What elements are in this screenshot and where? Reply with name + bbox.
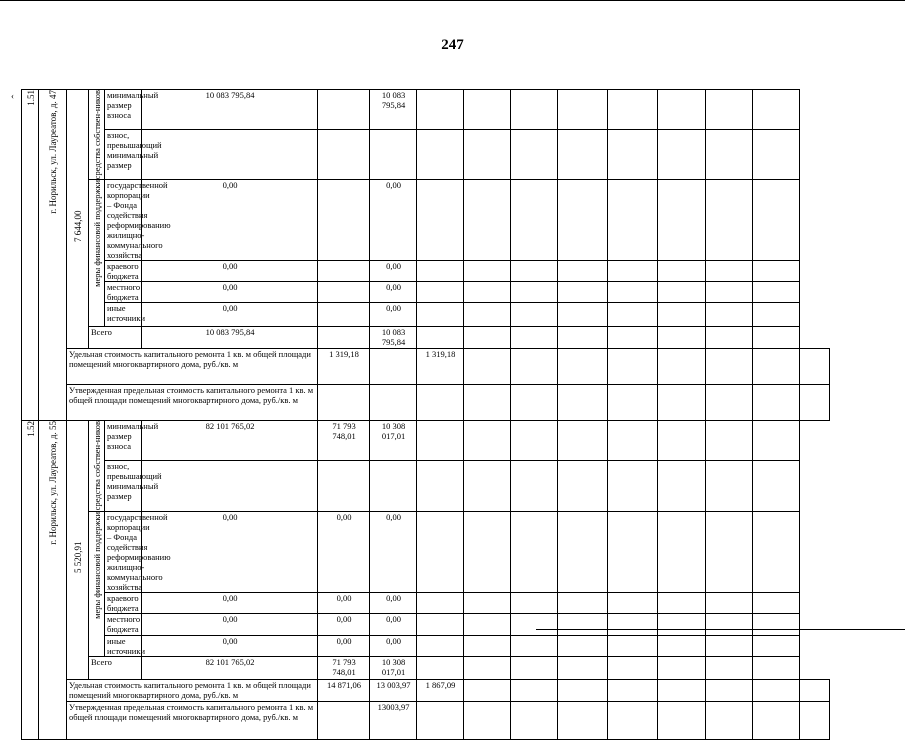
empty-cell	[608, 511, 658, 592]
empty-cell	[706, 129, 753, 180]
empty-cell	[658, 460, 706, 511]
empty-cell	[608, 592, 658, 613]
own-funds-label: средства собствен-ников	[91, 421, 102, 511]
empty-cell	[558, 460, 608, 511]
empty-cell	[658, 592, 706, 613]
empty-cell	[753, 303, 800, 327]
empty-cell	[658, 90, 706, 130]
support-label: меры финансовой поддержки	[91, 511, 102, 619]
empty-cell	[417, 592, 464, 613]
value-cell: 13 003,97	[370, 679, 417, 701]
area-cell	[67, 90, 89, 349]
empty-cell	[417, 261, 464, 282]
value-cell: 0,00	[142, 180, 318, 261]
empty-cell	[464, 613, 511, 635]
table-row	[22, 511, 830, 592]
empty-cell	[464, 511, 511, 592]
empty-cell	[558, 180, 608, 261]
row-label: государственной корпорации – Фонда содействия реформированию жилищно-коммунального хозяйства	[105, 511, 142, 592]
value-cell: 0,00	[370, 282, 417, 303]
empty-cell	[753, 180, 800, 261]
value-cell: 0,00	[318, 613, 370, 635]
value-cell: 13003,97	[370, 701, 417, 739]
empty-cell	[464, 592, 511, 613]
row-label: местного бюджета	[105, 613, 142, 635]
empty-cell	[511, 90, 558, 130]
empty-cell	[706, 385, 753, 421]
empty-cell	[511, 701, 558, 739]
empty-cell	[417, 129, 464, 180]
empty-cell	[706, 180, 753, 261]
empty-cell	[464, 421, 511, 461]
empty-cell	[464, 327, 511, 349]
empty-cell	[558, 656, 608, 679]
empty-cell	[511, 261, 558, 282]
empty-cell	[558, 261, 608, 282]
table-row	[22, 261, 830, 282]
support-group	[89, 511, 105, 656]
row-label: государственной корпорации – Фонда содействия реформированию жилищно-коммунального хозяйства	[105, 180, 142, 261]
record-number: 1.51	[25, 90, 36, 106]
support-group	[89, 180, 105, 327]
row-label: взнос, превышающий минимальный размер	[105, 129, 142, 180]
empty-cell	[706, 327, 753, 349]
empty-cell	[800, 679, 830, 701]
empty-cell	[658, 421, 706, 461]
empty-cell	[658, 385, 706, 421]
empty-cell	[753, 385, 800, 421]
empty-cell	[417, 303, 464, 327]
empty-cell	[511, 460, 558, 511]
empty-cell	[706, 282, 753, 303]
empty-cell	[706, 613, 753, 635]
empty-cell	[417, 180, 464, 261]
value-cell: 71 793 748,01	[318, 421, 370, 461]
empty-cell	[753, 701, 800, 739]
value-cell: 0,00	[142, 282, 318, 303]
empty-cell	[417, 635, 464, 656]
empty-cell	[511, 656, 558, 679]
empty-cell	[753, 613, 800, 635]
empty-cell	[464, 349, 511, 385]
empty-cell	[464, 180, 511, 261]
own-funds-group	[89, 90, 105, 180]
empty-cell	[608, 421, 658, 461]
empty-cell	[417, 460, 464, 511]
empty-cell	[608, 385, 658, 421]
empty-cell	[658, 261, 706, 282]
value-cell: 10 083 795,84	[370, 90, 417, 130]
table-row	[22, 303, 830, 327]
record-address: г. Норильск, ул. Лауреатов, д. 55	[48, 421, 58, 546]
empty-cell	[753, 129, 800, 180]
record-area: 7 644,00	[73, 210, 83, 242]
empty-cell	[658, 511, 706, 592]
value-cell: 82 101 765,02	[142, 656, 318, 679]
empty-cell	[706, 635, 753, 656]
row-label: иные источники	[105, 303, 142, 327]
address-cell	[39, 421, 67, 739]
empty-cell	[800, 349, 830, 385]
value-cell: 10 308 017,01	[370, 421, 417, 461]
record-number-cell	[22, 421, 39, 739]
row-label: иные источники	[105, 635, 142, 656]
empty-cell	[558, 385, 608, 421]
empty-cell	[558, 129, 608, 180]
page-number: 247	[441, 37, 464, 53]
empty-cell	[511, 303, 558, 327]
empty-cell	[511, 592, 558, 613]
row-label: Удельная стоимость капитального ремонта 1 кв. м общей площади помещений многоквартирного дома, руб./кв. м	[67, 679, 318, 701]
value-cell: 0,00	[370, 180, 417, 261]
empty-cell	[706, 421, 753, 461]
empty-cell	[706, 592, 753, 613]
empty-cell	[658, 701, 706, 739]
empty-cell	[511, 282, 558, 303]
value-cell: 71 793 748,01	[318, 656, 370, 679]
value-cell: 0,00	[370, 635, 417, 656]
row-label: Удельная стоимость капитального ремонта 1 кв. м общей площади помещений многоквартирного дома, руб./кв. м	[67, 349, 318, 385]
empty-cell	[753, 349, 800, 385]
empty-cell	[464, 635, 511, 656]
record-area: 5 520,91	[73, 541, 83, 574]
row-label: краевого бюджета	[105, 261, 142, 282]
value-cell: 1 319,18	[417, 349, 464, 385]
table-row	[22, 385, 830, 421]
empty-cell	[753, 282, 800, 303]
value-cell: 14 871,06	[318, 679, 370, 701]
empty-cell	[658, 180, 706, 261]
record-number: 1.52	[25, 421, 36, 438]
empty-cell	[753, 460, 800, 511]
empty-cell	[417, 511, 464, 592]
table-row	[22, 679, 830, 701]
empty-cell	[608, 261, 658, 282]
value-cell: 0,00	[318, 592, 370, 613]
empty-cell	[558, 421, 608, 461]
empty-cell	[511, 349, 558, 385]
bottom-border-line	[536, 629, 905, 630]
empty-cell	[753, 421, 800, 461]
own-funds-group	[89, 421, 105, 511]
empty-cell	[511, 180, 558, 261]
value-cell: 10 308 017,01	[370, 656, 417, 679]
value-cell: 10 083 795,84	[142, 327, 318, 349]
support-label: меры финансовой поддержки	[91, 180, 102, 288]
value-cell	[318, 460, 370, 511]
value-cell: 0,00	[318, 635, 370, 656]
empty-cell	[558, 679, 608, 701]
value-cell	[318, 180, 370, 261]
empty-cell	[417, 613, 464, 635]
empty-cell	[706, 656, 753, 679]
empty-cell	[511, 635, 558, 656]
empty-cell	[511, 385, 558, 421]
empty-cell	[658, 613, 706, 635]
empty-cell	[800, 385, 830, 421]
empty-cell	[658, 679, 706, 701]
value-cell	[370, 385, 417, 421]
value-cell	[370, 129, 417, 180]
empty-cell	[417, 421, 464, 461]
empty-cell	[753, 261, 800, 282]
empty-cell	[464, 129, 511, 180]
value-cell: 0,00	[142, 613, 318, 635]
empty-cell	[706, 303, 753, 327]
table-row	[22, 129, 830, 180]
row-label: местного бюджета	[105, 282, 142, 303]
empty-cell	[706, 460, 753, 511]
value-cell: 0,00	[370, 613, 417, 635]
table-row	[22, 592, 830, 613]
empty-cell	[558, 90, 608, 130]
empty-cell	[464, 303, 511, 327]
area-cell	[67, 421, 89, 679]
table-row	[22, 180, 830, 261]
empty-cell	[753, 327, 800, 349]
empty-cell	[511, 129, 558, 180]
empty-cell	[511, 421, 558, 461]
table-row	[22, 701, 830, 739]
empty-cell	[608, 460, 658, 511]
empty-cell	[558, 701, 608, 739]
value-cell	[318, 701, 370, 739]
value-cell	[318, 282, 370, 303]
empty-cell	[464, 385, 511, 421]
table-row	[22, 282, 830, 303]
empty-cell	[464, 261, 511, 282]
empty-cell	[753, 635, 800, 656]
value-cell: 0,00	[370, 511, 417, 592]
empty-cell	[706, 261, 753, 282]
value-cell: 82 101 765,02	[142, 421, 318, 461]
empty-cell	[658, 656, 706, 679]
empty-cell	[658, 303, 706, 327]
empty-cell	[417, 327, 464, 349]
row-label: Всего	[89, 656, 142, 679]
value-cell: 10 083 795,84	[370, 327, 417, 349]
empty-cell	[558, 282, 608, 303]
empty-cell	[558, 303, 608, 327]
row-label: минимальный размер взноса	[105, 90, 142, 130]
table-row	[22, 613, 830, 635]
row-label: Утвержденная предельная стоимость капитального ремонта 1 кв. м общей площади помещений многоквартирного дома, руб./кв. м	[67, 385, 318, 421]
table-row	[22, 635, 830, 656]
address-cell	[39, 90, 67, 421]
table-row	[22, 460, 830, 511]
empty-cell	[706, 701, 753, 739]
empty-cell	[558, 635, 608, 656]
value-cell	[370, 349, 417, 385]
value-cell: 10 083 795,84	[142, 90, 318, 130]
table-row	[22, 327, 830, 349]
empty-cell	[558, 613, 608, 635]
value-cell	[318, 327, 370, 349]
table-row	[22, 421, 830, 461]
value-cell: 0,00	[142, 635, 318, 656]
empty-cell	[753, 679, 800, 701]
empty-cell	[706, 90, 753, 130]
value-cell	[417, 385, 464, 421]
empty-cell	[608, 656, 658, 679]
value-cell	[142, 460, 318, 511]
empty-cell	[558, 511, 608, 592]
value-cell: 0,00	[370, 592, 417, 613]
empty-cell	[608, 613, 658, 635]
corner-mark: ‹	[11, 91, 14, 101]
row-label: Всего	[89, 327, 142, 349]
record-address: г. Норильск, ул. Лауреатов, д. 47	[48, 90, 58, 214]
row-label: взнос, превышающий минимальный размер	[105, 460, 142, 511]
empty-cell	[464, 90, 511, 130]
own-funds-label: средства собствен-ников	[91, 90, 102, 180]
empty-cell	[608, 701, 658, 739]
value-cell: 1 319,18	[318, 349, 370, 385]
empty-cell	[706, 349, 753, 385]
empty-cell	[753, 511, 800, 592]
empty-cell	[464, 656, 511, 679]
empty-cell	[706, 679, 753, 701]
value-cell: 0,00	[370, 303, 417, 327]
table-row	[22, 656, 830, 679]
row-label: минимальный размер взноса	[105, 421, 142, 461]
value-cell	[318, 261, 370, 282]
empty-cell	[464, 460, 511, 511]
table-row	[22, 90, 830, 130]
value-cell	[142, 129, 318, 180]
value-cell	[370, 460, 417, 511]
record-number-cell	[22, 90, 39, 421]
empty-cell	[658, 635, 706, 656]
empty-cell	[511, 613, 558, 635]
empty-cell	[417, 90, 464, 130]
row-label: краевого бюджета	[105, 592, 142, 613]
value-cell	[318, 129, 370, 180]
empty-cell	[608, 303, 658, 327]
value-cell	[318, 303, 370, 327]
empty-cell	[511, 327, 558, 349]
empty-cell	[608, 349, 658, 385]
empty-cell	[608, 327, 658, 349]
value-cell	[318, 385, 370, 421]
value-cell: 0,00	[142, 592, 318, 613]
top-border-line	[0, 0, 905, 1]
value-cell	[318, 90, 370, 130]
capital-repair-table	[21, 89, 830, 740]
value-cell: 0,00	[318, 511, 370, 592]
value-cell: 0,00	[370, 261, 417, 282]
empty-cell	[558, 327, 608, 349]
empty-cell	[417, 282, 464, 303]
empty-cell	[558, 349, 608, 385]
empty-cell	[464, 679, 511, 701]
empty-cell	[658, 282, 706, 303]
empty-cell	[800, 701, 830, 739]
empty-cell	[608, 635, 658, 656]
empty-cell	[608, 90, 658, 130]
empty-cell	[608, 129, 658, 180]
value-cell: 0,00	[142, 511, 318, 592]
empty-cell	[511, 511, 558, 592]
row-label: Утвержденная предельная стоимость капитального ремонта 1 кв. м общей площади помещений многоквартирного дома, руб./кв. м	[67, 701, 318, 739]
empty-cell	[511, 679, 558, 701]
empty-cell	[558, 592, 608, 613]
empty-cell	[608, 282, 658, 303]
empty-cell	[753, 592, 800, 613]
empty-cell	[706, 511, 753, 592]
empty-cell	[608, 679, 658, 701]
value-cell	[417, 701, 464, 739]
value-cell: 0,00	[142, 261, 318, 282]
value-cell: 0,00	[142, 303, 318, 327]
empty-cell	[753, 90, 800, 130]
table-row	[22, 349, 830, 385]
empty-cell	[417, 656, 464, 679]
empty-cell	[658, 349, 706, 385]
empty-cell	[753, 656, 800, 679]
empty-cell	[658, 129, 706, 180]
value-cell: 1 867,09	[417, 679, 464, 701]
empty-cell	[658, 327, 706, 349]
empty-cell	[608, 180, 658, 261]
empty-cell	[464, 701, 511, 739]
empty-cell	[464, 282, 511, 303]
